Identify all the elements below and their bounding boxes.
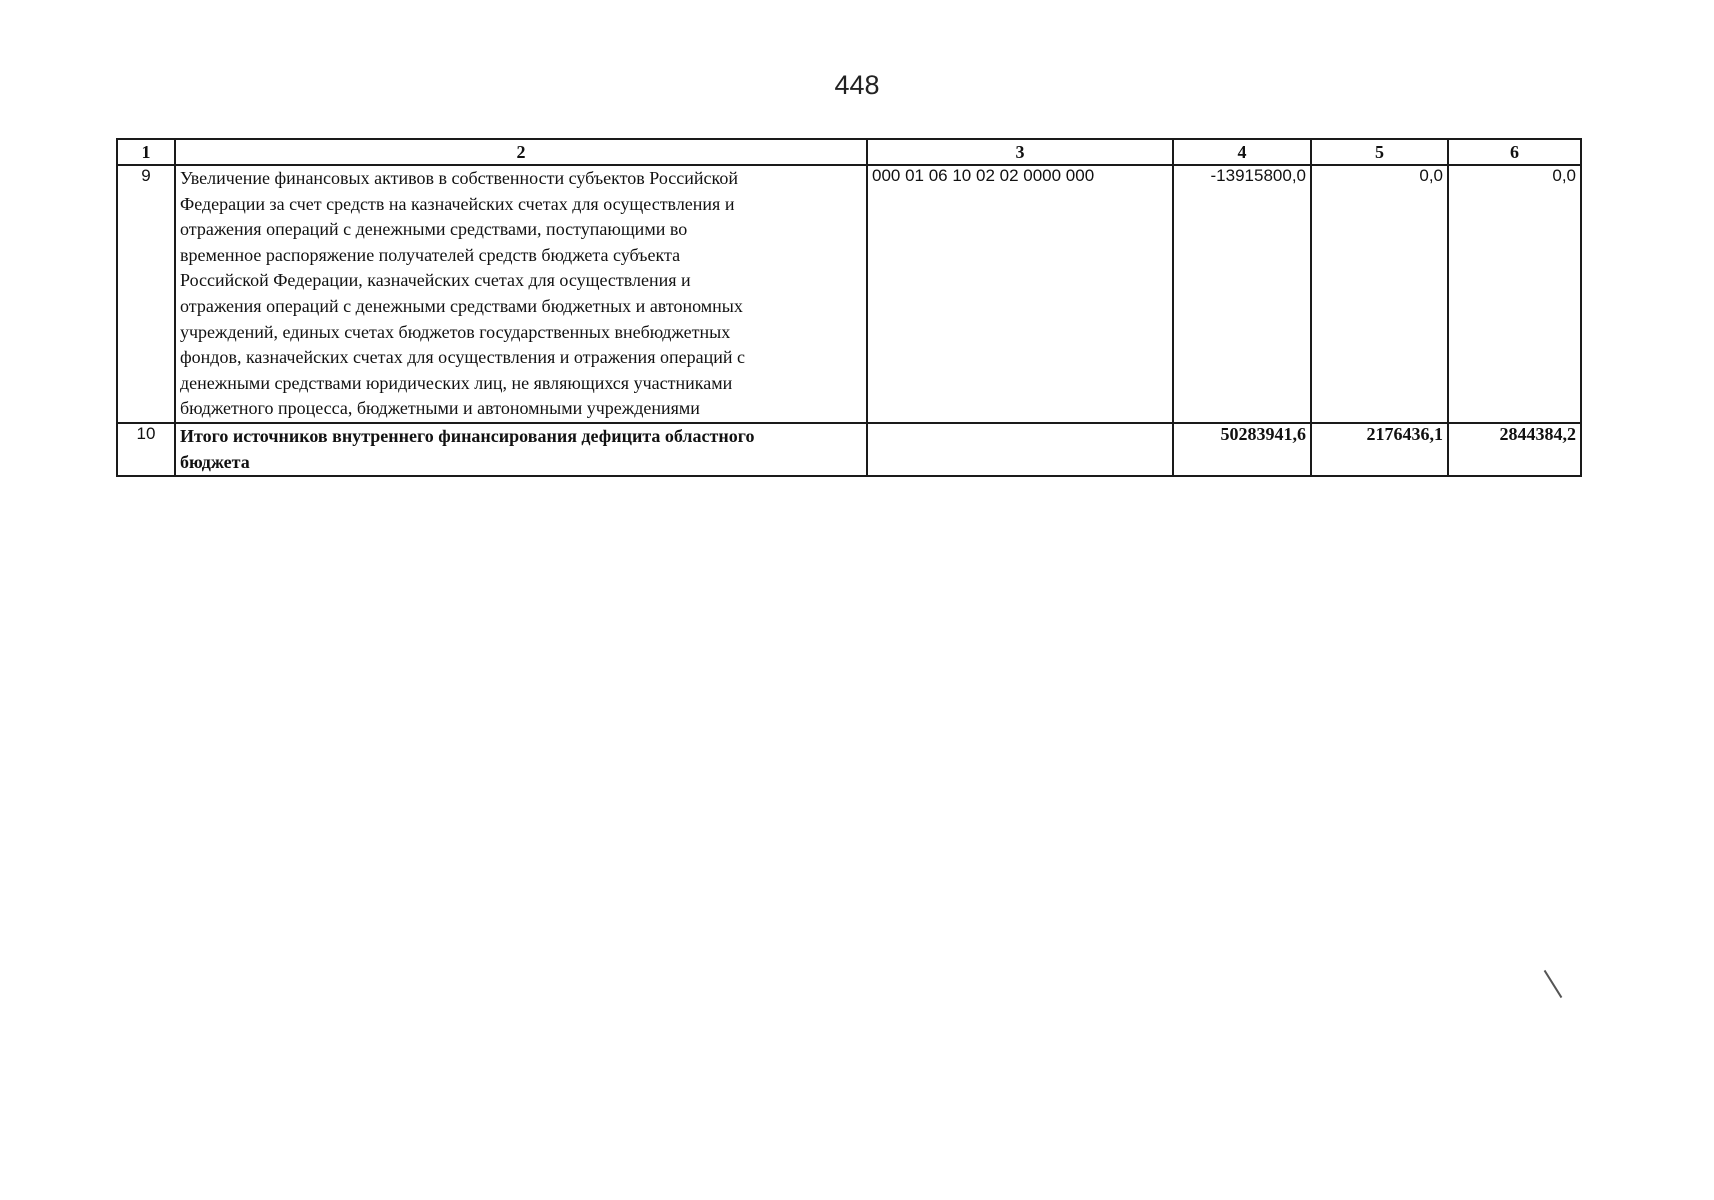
column-header-4: 4	[1173, 139, 1311, 165]
page-number: 448	[834, 70, 880, 100]
description-line: учреждений, единых счетах бюджетов государственных внебюджетных	[180, 321, 731, 342]
total-col5: 2176436,1	[1311, 423, 1448, 476]
description-line: временное распоряжение получателей средств бюджета субъекта	[180, 244, 681, 265]
value-col4: -13915800,0	[1173, 165, 1311, 423]
row-number: 9	[117, 165, 175, 423]
description-line: фондов, казначейских счетах для осуществления и отражения операций с	[180, 347, 745, 368]
column-header-6: 6	[1448, 139, 1581, 165]
pen-mark	[1544, 970, 1563, 998]
row-description	[175, 165, 867, 423]
value-col5: 0,0	[1311, 165, 1448, 423]
column-header-5: 5	[1311, 139, 1448, 165]
description-line: Итого источников внутреннего финансирования дефицита областного	[180, 425, 755, 446]
description-line: Федерации за счет средств на казначейских счетах для осуществления и	[180, 193, 735, 214]
value-col6: 0,0	[1448, 165, 1581, 423]
column-header-3: 3	[867, 139, 1173, 165]
table-row	[117, 165, 1581, 423]
table-row-total	[117, 423, 1581, 476]
total-col6: 2844384,2	[1448, 423, 1581, 476]
total-col4: 50283941,6	[1173, 423, 1311, 476]
description-line: бюджета	[180, 451, 250, 472]
description-line: Российской Федерации, казначейских счетах для осуществления и	[180, 270, 691, 291]
description-line: бюджетного процесса, бюджетными и автономными учреждениями	[180, 398, 700, 419]
row-description	[175, 423, 867, 476]
budget-classification-code	[867, 423, 1173, 476]
description-line: отражения операций с денежными средствами, поступающими во	[180, 219, 688, 240]
description-line: Увеличение финансовых активов в собственности субъектов Российской	[180, 168, 738, 188]
column-header-1: 1	[117, 139, 175, 165]
budget-classification-code: 000 01 06 10 02 02 0000 000	[867, 165, 1173, 423]
row-number: 10	[117, 423, 175, 476]
description-line: отражения операций с денежными средствами бюджетных и автономных	[180, 295, 743, 316]
column-header-2: 2	[175, 139, 867, 165]
header-row	[117, 139, 1581, 165]
description-line: денежными средствами юридических лиц, не являющихся участниками	[180, 372, 733, 393]
sources-of-financing-table	[116, 138, 1582, 477]
